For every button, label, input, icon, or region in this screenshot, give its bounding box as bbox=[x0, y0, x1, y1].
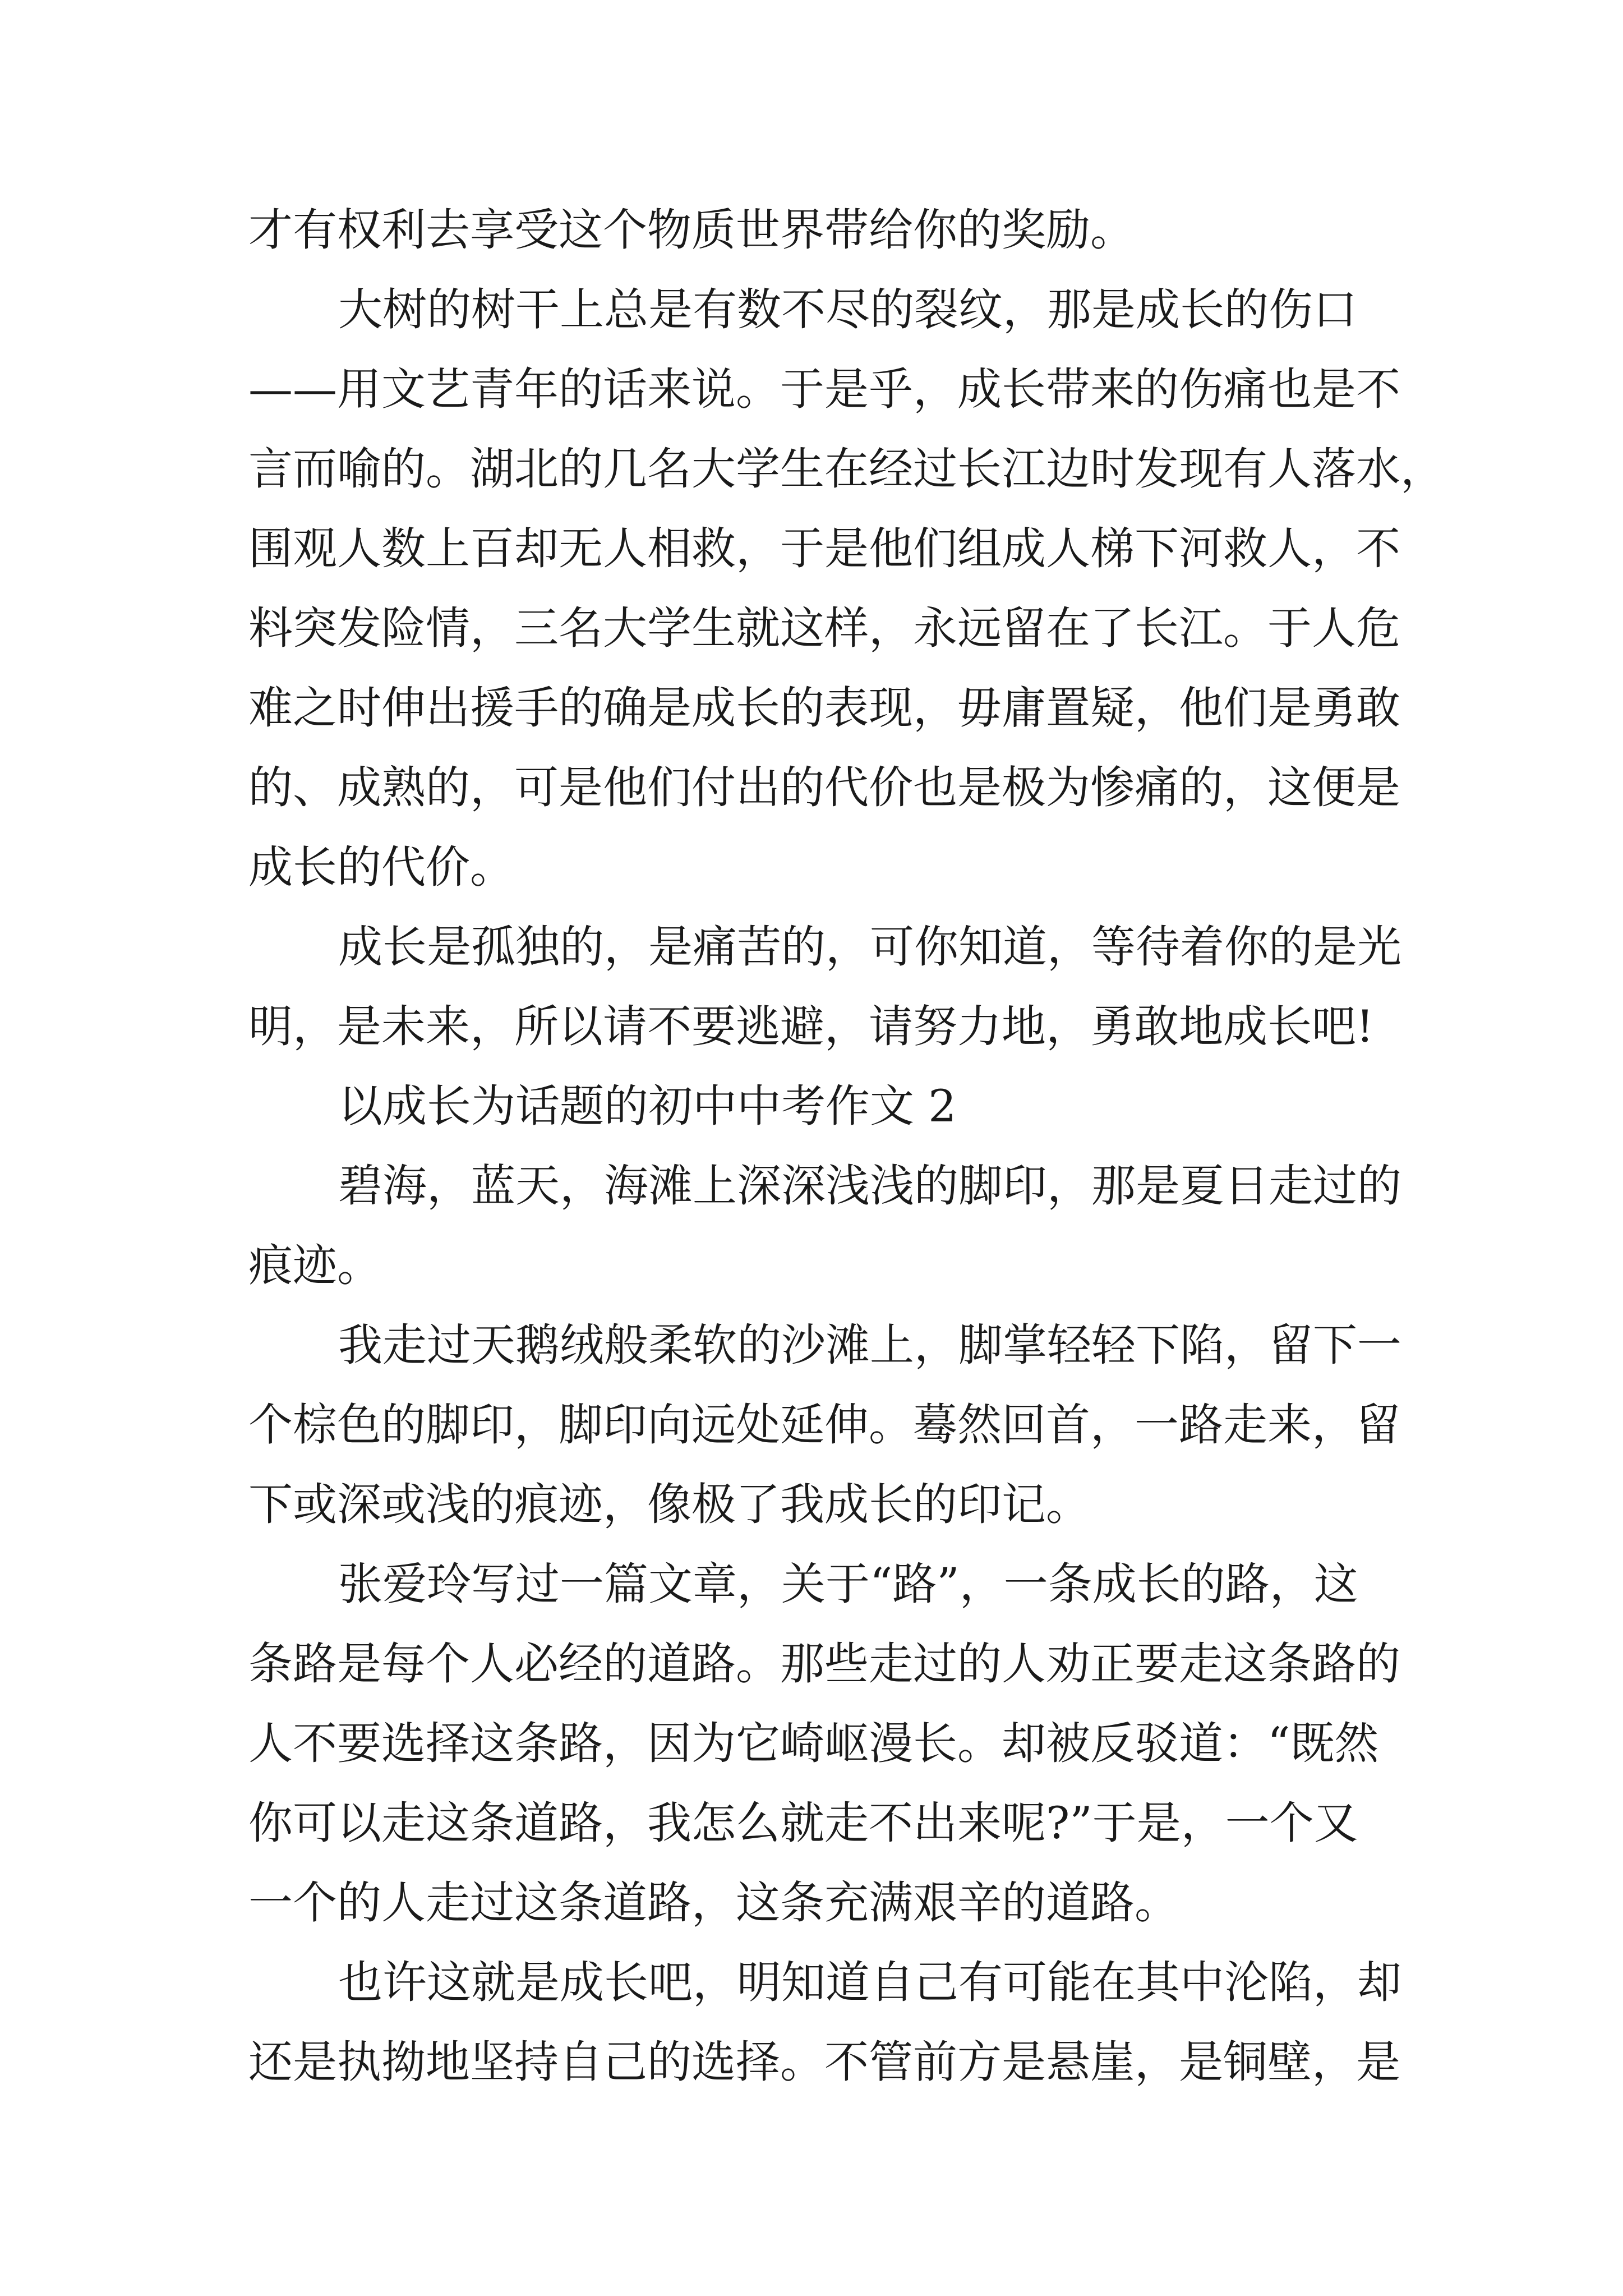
text-line: 围观人数上百却无人相救，于是他们组成人梯下河救人，不 bbox=[248, 523, 1400, 574]
text-line: 下或深或浅的痕迹，像极了我成长的印记。 bbox=[248, 1479, 1090, 1530]
text-line: 条路是每个人必经的道路。那些走过的人劝正要走这条路的 bbox=[248, 1638, 1400, 1690]
text-line: 痕迹。 bbox=[248, 1240, 381, 1291]
paragraph-start-line: 也许这就是成长吧，明知道自己有可能在其中沦陷，却 bbox=[338, 1957, 1401, 2008]
paragraph-start-line: 碧海，蓝天，海滩上深深浅浅的脚印，那是夏日走过的 bbox=[338, 1160, 1401, 1212]
text-line: 你可以走这条道路，我怎么就走不出来呢?”于是，一个又 bbox=[248, 1797, 1358, 1849]
text-line: 的、成熟的，可是他们付出的代价也是极为惨痛的，这便是 bbox=[248, 762, 1400, 813]
paragraph-start-line: 大树的树干上总是有数不尽的裂纹，那是成长的伤口 bbox=[338, 284, 1357, 335]
text-line: 人不要选择这条路，因为它崎岖漫长。却被反驳道：“既然 bbox=[248, 1718, 1379, 1769]
text-line: 料突发险情，三名大学生就这样，永远留在了长江。于人危 bbox=[248, 602, 1400, 654]
text-line: 明，是未来，所以请不要逃避，请努力地，勇敢地成长吧! bbox=[248, 1001, 1374, 1052]
text-line: 成长的代价。 bbox=[248, 841, 514, 893]
section-title: 以成长为话题的初中中考作文 2 bbox=[338, 1080, 957, 1132]
paragraph-start-line: 成长是孤独的，是痛苦的，可你知道，等待着你的是光 bbox=[338, 921, 1401, 973]
paragraph-start-line: 我走过天鹅绒般柔软的沙滩上，脚掌轻轻下陷，留下一 bbox=[338, 1319, 1401, 1371]
text-line: 一个的人走过这条道路，这条充满艰辛的道路。 bbox=[248, 1877, 1179, 1929]
text-line: 个棕色的脚印，脚印向远处延伸。蓦然回首，一路走来，留 bbox=[248, 1399, 1400, 1451]
text-line: 才有权利去享受这个物质世界带给你的奖励。 bbox=[248, 204, 1135, 256]
text-line: ——用文艺青年的话来说。于是乎，成长带来的伤痛也是不 bbox=[248, 364, 1400, 415]
text-line: 难之时伸出援手的确是成长的表现，毋庸置疑，他们是勇敢 bbox=[248, 682, 1400, 734]
text-line: 还是执拗地坚持自己的选择。不管前方是悬崖，是铜壁，是 bbox=[248, 2036, 1400, 2088]
paragraph-start-line: 张爱玲写过一篇文章，关于“路”，一条成长的路，这 bbox=[338, 1558, 1358, 1610]
text-line: 言而喻的。湖北的几名大学生在经过长江边时发现有人落水， bbox=[248, 443, 1445, 495]
